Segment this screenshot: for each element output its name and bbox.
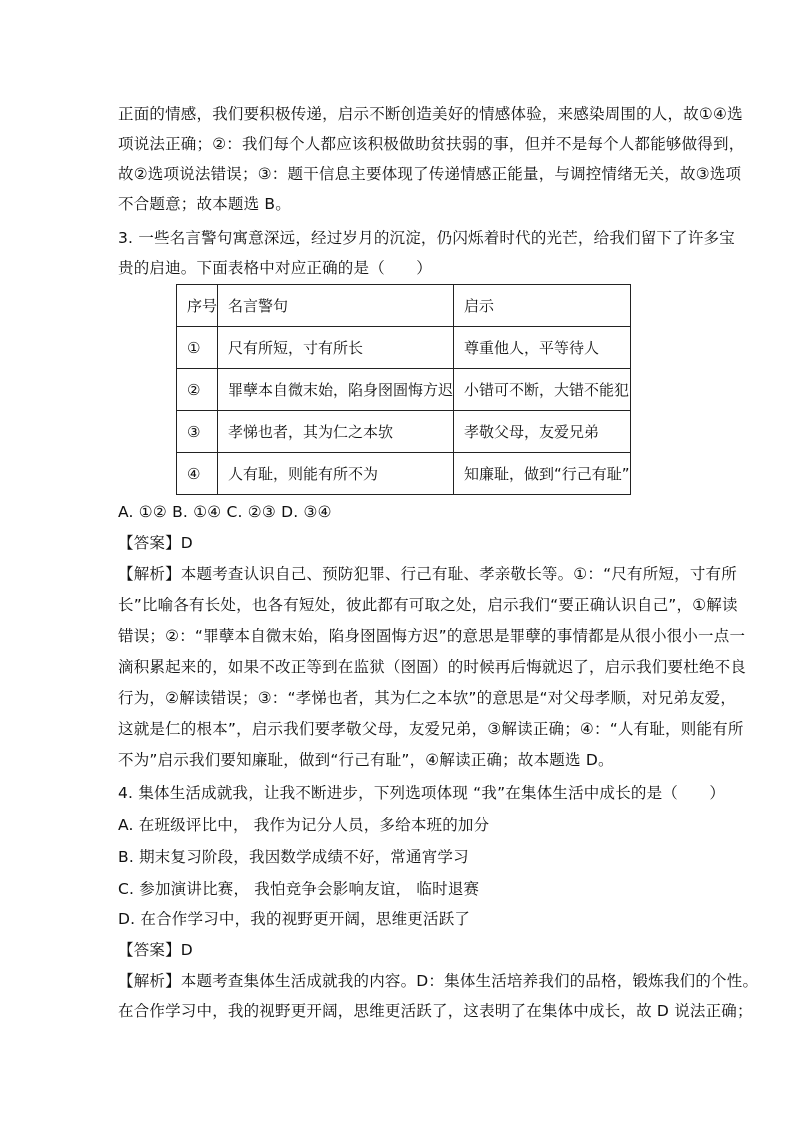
q4-analysis-line: 【解析】本题考查集体生活成就我的内容。D：集体生活培养我们的品格，锻炼我们的个性。 xyxy=(118,972,759,990)
table-cell: ① xyxy=(177,327,218,369)
table-cell: 尊重他人，平等待人 xyxy=(454,327,631,369)
q4-option: D. 在合作学习中，我的视野更开阔，思维更活跃了 xyxy=(118,910,471,928)
table-cell: 孝敬父母，友爱兄弟 xyxy=(454,411,631,453)
table-row xyxy=(177,411,631,453)
q4-option: A. 在班级评比中， 我作为记分人员，多给本班的加分 xyxy=(118,816,490,834)
q3-answer: 【答案】D xyxy=(118,534,193,552)
intro-line: 正面的情感，我们要积极传递，启示不断创造美好的情感体验，来感染周围的人，故①④选 xyxy=(118,105,743,123)
table-cell: 知廉耻，做到“行己有耻” xyxy=(454,453,631,495)
table-row xyxy=(177,453,631,495)
q3-analysis-line: 错误；②：“罪孽本自微末始，陷身囹圄悔方迟”的意思是罪孽的事情都是从很小很小一点一 xyxy=(118,627,746,645)
table-header-row xyxy=(177,285,631,327)
intro-line: 项说法正确；②：我们每个人都应该积极做助贫扶弱的事，但并不是每个人都能够做得到， xyxy=(118,135,745,153)
table-row xyxy=(177,327,631,369)
q4-option: B. 期末复习阶段，我因数学成绩不好，常通宵学习 xyxy=(118,848,469,866)
table-header-cell: 名言警句 xyxy=(218,285,454,327)
q3-stem-line: 3. 一些名言警句寓意深远，经过岁月的沉淀，仍闪烁着时代的光芒，给我们留下了许多宝 xyxy=(118,229,735,247)
q4-analysis-line: 在合作学习中，我的视野更开阔，思维更活跃了，这表明了在集体中成长，故 D 说法正确； xyxy=(118,1002,753,1020)
intro-line: 不合题意；故本题选 B。 xyxy=(118,195,291,213)
q4-stem: 4. 集体生活成就我，让我不断进步，下列选项体现 “我”在集体生活中成长的是（ ） xyxy=(118,784,726,802)
q3-analysis-line: 不为”启示我们要知廉耻，做到“行己有耻”，④解读正确；故本题选 D。 xyxy=(118,751,614,769)
q3-stem-line: 贵的启迪。下面表格中对应正确的是（ ） xyxy=(118,259,433,277)
table-cell: ③ xyxy=(177,411,218,453)
table-header-cell: 启示 xyxy=(454,285,631,327)
q3-table xyxy=(176,284,631,495)
intro-line: 故②选项说法错误；③：题干信息主要体现了传递情感正能量，与调控情绪无关，故③选项 xyxy=(118,165,742,183)
q3-analysis-line: 行为，②解读错误；③：“孝悌也者，其为仁之本欤”的意思是“对父母孝顺，对兄弟友爱， xyxy=(118,689,737,707)
q4-option: C. 参加演讲比赛， 我怕竞争会影响友谊， 临时退赛 xyxy=(118,880,480,898)
table-cell: ② xyxy=(177,369,218,411)
q4-answer: 【答案】D xyxy=(118,941,193,959)
table-cell: 罪孽本自微末始，陷身囹圄悔方迟 xyxy=(218,369,454,411)
q3-analysis-line: 这就是仁的根本”，启示我们要孝敬父母，友爱兄弟，③解读正确；④：“人有耻，则能有所 xyxy=(118,720,744,738)
table-cell: 人有耻，则能有所不为 xyxy=(218,453,454,495)
q3-analysis-line: 长”比喻各有长处，也各有短处，彼此都有可取之处，启示我们“要正确认识自己”，①解读 xyxy=(118,596,738,614)
table-cell: 尺有所短，寸有所长 xyxy=(218,327,454,369)
q3-analysis-line: 滴积累起来的，如果不改正等到在监狱（囹圄）的时候再后悔就迟了，启示我们要杜绝不良 xyxy=(118,658,747,676)
table-cell: 孝悌也者，其为仁之本欤 xyxy=(218,411,454,453)
table-header-cell: 序号 xyxy=(177,285,218,327)
table-cell: 小错可不断，大错不能犯 xyxy=(454,369,631,411)
q3-analysis-line: 【解析】本题考查认识自己、预防犯罪、行己有耻、孝亲敬长等。①：“尺有所短，寸有所 xyxy=(118,565,737,583)
table-cell: ④ xyxy=(177,453,218,495)
table-row xyxy=(177,369,631,411)
q3-options: A. ①② B. ①④ C. ②③ D. ③④ xyxy=(118,503,332,521)
